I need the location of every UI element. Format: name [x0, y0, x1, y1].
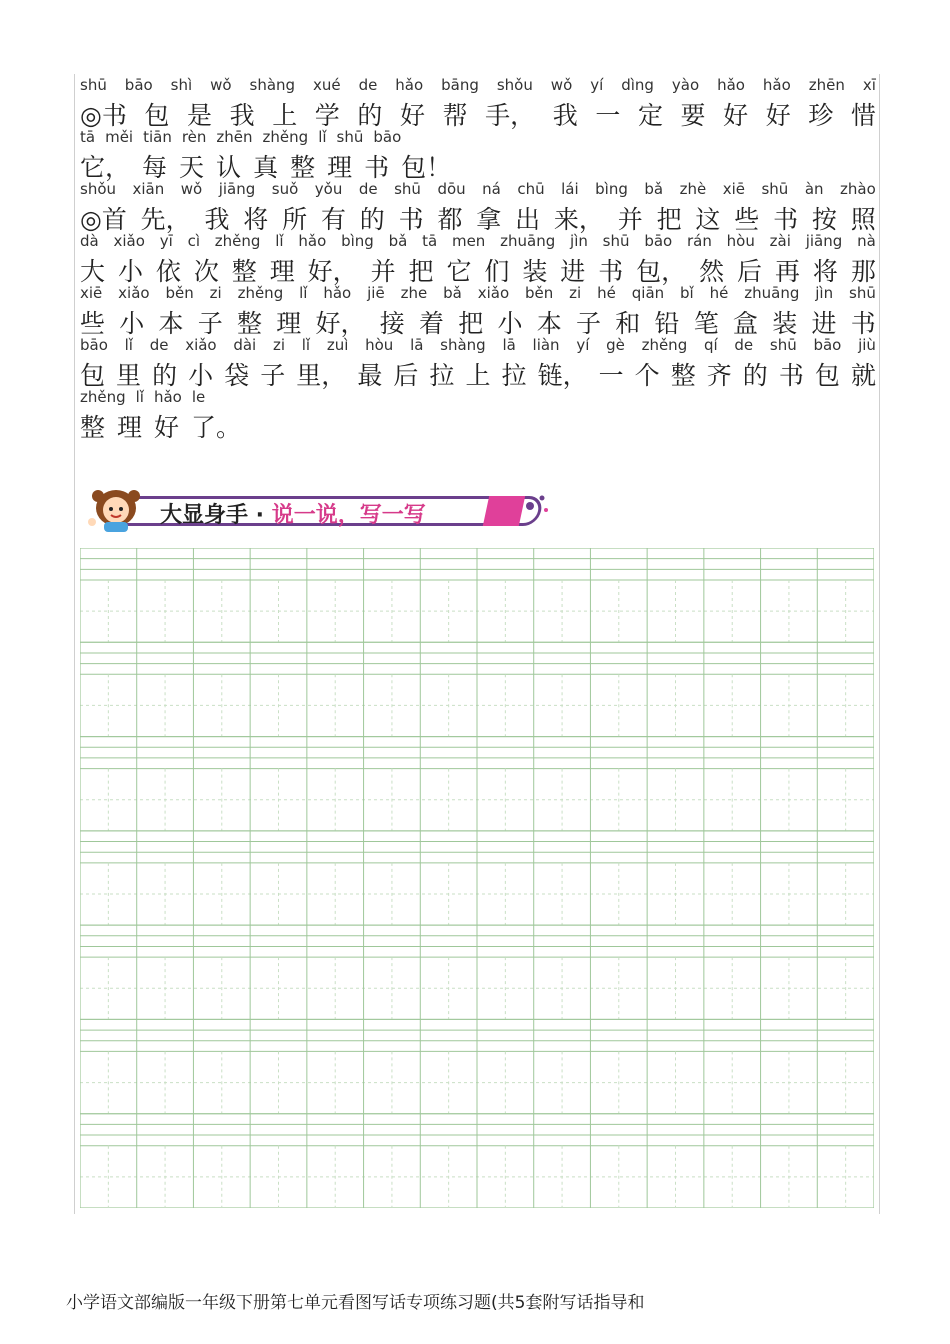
hanzi-character: 依 — [155, 257, 181, 286]
hanzi-line — [80, 304, 876, 338]
pinyin-line — [80, 284, 876, 304]
hanzi-character: 好 — [765, 101, 791, 130]
pinyin-syllable: de — [358, 180, 378, 198]
pinyin-syllable: bāng — [441, 76, 479, 94]
pinyin-syllable: dìng — [621, 76, 654, 94]
pinyin-syllable: ná — [482, 180, 501, 198]
pinyin-syllable: shū — [849, 284, 876, 302]
pinyin-syllable: rán — [687, 232, 712, 250]
pinyin-line — [80, 232, 876, 252]
writing-grid[interactable] — [80, 548, 874, 1208]
pinyin-syllable: xī — [862, 76, 876, 94]
hanzi-character: 了。 — [191, 413, 242, 442]
pinyin-syllable: lǐ — [318, 128, 327, 146]
pinyin-syllable: chū — [517, 180, 545, 198]
hanzi-character: 我 — [229, 101, 255, 130]
pinyin-syllable: zi — [272, 336, 286, 354]
pinyin-syllable: lái — [561, 180, 579, 198]
pinyin-syllable: hǎo — [153, 388, 182, 406]
pinyin-syllable: shū — [602, 232, 630, 250]
pinyin-syllable: hé — [597, 284, 616, 302]
hanzi-character: 好 — [723, 101, 749, 130]
pinyin-syllable: dài — [233, 336, 257, 354]
hanzi-character: 一 — [598, 361, 624, 390]
hanzi-character: 进 — [560, 257, 586, 286]
girl-mascot-icon — [86, 486, 150, 532]
hanzi-character: 接 — [379, 309, 405, 338]
banner-title-main: 大显身手 · — [160, 503, 272, 528]
pinyin-syllable: xiē — [722, 180, 745, 198]
pinyin-syllable: bāo — [373, 128, 402, 146]
pinyin-syllable: hòu — [365, 336, 394, 354]
hanzi-character: 将 — [812, 257, 838, 286]
pinyin-syllable: jiāng — [805, 232, 843, 250]
pinyin-syllable: běn — [525, 284, 554, 302]
pinyin-syllable: zhěng — [214, 232, 261, 250]
pinyin-syllable: jìn — [570, 232, 588, 250]
hanzi-character: 并 — [617, 205, 643, 234]
hanzi-character: 把 — [458, 309, 484, 338]
pinyin-syllable: shū — [336, 128, 364, 146]
pinyin-syllable: bǎ — [443, 284, 462, 302]
hanzi-character: 些 — [734, 205, 760, 234]
pinyin-syllable: de — [734, 336, 754, 354]
hanzi-character: 后 — [393, 361, 419, 390]
hanzi-character: 真 — [253, 153, 279, 182]
pinyin-syllable: zi — [569, 284, 582, 302]
hanzi-character: 每 — [142, 153, 168, 182]
pinyin-syllable: xiǎo — [118, 284, 150, 302]
hanzi-character: 上 — [272, 101, 298, 130]
hanzi-character: 我 — [552, 101, 578, 130]
hanzi-character: 本 — [536, 309, 562, 338]
pinyin-syllable: lǐ — [301, 336, 311, 354]
pinyin-syllable: jiāng — [218, 180, 256, 198]
hanzi-character: 个 — [634, 361, 660, 390]
pinyin-syllable: shū — [769, 336, 797, 354]
pinyin-syllable: yí — [590, 76, 604, 94]
pinyin-syllable: xiǎo — [477, 284, 510, 302]
pinyin-syllable: men — [451, 232, 486, 250]
pinyin-syllable: bǐ — [680, 284, 694, 302]
hanzi-character: ◎书 — [80, 101, 127, 130]
hanzi-character: 理 — [269, 257, 295, 286]
pinyin-syllable: wǒ — [180, 180, 203, 198]
hanzi-line — [80, 96, 876, 130]
pinyin-syllable: bǎ — [388, 232, 408, 250]
pinyin-syllable: hǎo — [717, 76, 745, 94]
hanzi-line — [80, 148, 460, 182]
pinyin-syllable: hǎo — [298, 232, 327, 250]
pinyin-syllable: zhe — [400, 284, 428, 302]
pinyin-syllable: hǎo — [762, 76, 791, 94]
hanzi-character: 书 — [778, 361, 804, 390]
hanzi-character: 拿 — [476, 205, 502, 234]
hanzi-character: 好 — [399, 101, 425, 130]
hanzi-character: 有 — [320, 205, 346, 234]
pinyin-syllable: bāo — [80, 336, 108, 354]
pinyin-syllable: lǐ — [124, 336, 133, 354]
hanzi-character: 子 — [576, 309, 602, 338]
hanzi-character: 好 — [154, 413, 180, 442]
pinyin-syllable: jìn — [815, 284, 834, 302]
hanzi-character: 包， — [636, 257, 687, 286]
pinyin-syllable: rèn — [181, 128, 207, 146]
hanzi-character: 天 — [179, 153, 205, 182]
pinyin-syllable: shǒu — [496, 76, 533, 94]
pinyin-syllable: lǐ — [275, 232, 284, 250]
pinyin-syllable: shū — [394, 180, 421, 198]
pinyin-syllable: xiān — [132, 180, 165, 198]
hanzi-character: 理 — [276, 309, 302, 338]
hanzi-character: 整 — [231, 257, 257, 286]
hanzi-character: 就 — [850, 361, 876, 390]
pinyin-syllable: zhuāng — [744, 284, 800, 302]
hanzi-character: 整 — [237, 309, 263, 338]
hanzi-character: 把 — [408, 257, 434, 286]
pinyin-syllable: yī — [159, 232, 173, 250]
pinyin-syllable: dōu — [437, 180, 466, 198]
hanzi-character: 整 — [80, 413, 106, 442]
pinyin-line — [80, 336, 876, 356]
hanzi-character: 和 — [615, 309, 641, 338]
hanzi-character: 的 — [357, 101, 383, 130]
pinyin-syllable: tā — [422, 232, 438, 250]
pinyin-syllable: shì — [170, 76, 193, 94]
hanzi-character: 一 — [595, 101, 621, 130]
pinyin-syllable: de — [358, 76, 378, 94]
hanzi-character: 惜 — [850, 101, 876, 130]
pinyin-syllable: xiǎo — [113, 232, 145, 250]
pinyin-syllable: bāo — [813, 336, 842, 354]
pinyin-syllable: yào — [671, 76, 700, 94]
hanzi-line — [80, 200, 876, 234]
hanzi-character: 书 — [850, 309, 876, 338]
pinyin-line — [80, 76, 876, 96]
hanzi-character: 次 — [193, 257, 219, 286]
hanzi-character: 的 — [359, 205, 385, 234]
hanzi-character: 小 — [117, 257, 143, 286]
pinyin-syllable: lā — [502, 336, 516, 354]
hanzi-character: 些 — [80, 309, 106, 338]
hanzi-character: 理 — [117, 413, 143, 442]
pinyin-syllable: zhěng — [641, 336, 688, 354]
pinyin-syllable: suǒ — [271, 180, 299, 198]
hanzi-character: 着 — [419, 309, 445, 338]
hanzi-character: 书 — [773, 205, 799, 234]
pinyin-syllable: shàng — [249, 76, 296, 94]
hanzi-character: 的 — [152, 361, 178, 390]
hanzi-character: 来， — [553, 205, 604, 234]
banner-accent — [483, 496, 525, 526]
pinyin-syllable: hǎo — [323, 284, 352, 302]
hanzi-line — [80, 356, 876, 390]
pinyin-syllable: le — [191, 388, 206, 406]
hanzi-character: 好， — [315, 309, 366, 338]
pinyin-syllable: zuì — [326, 336, 349, 354]
hanzi-character: 把 — [656, 205, 682, 234]
hanzi-character: 包！ — [401, 153, 452, 182]
pinyin-syllable: zhēn — [808, 76, 845, 94]
pinyin-syllable: qí — [703, 336, 718, 354]
hanzi-character: 珍 — [808, 101, 834, 130]
hanzi-character: 帮 — [442, 101, 468, 130]
hanzi-character: 再 — [774, 257, 800, 286]
pinyin-line — [80, 128, 440, 148]
decor-dots-icon — [522, 490, 552, 520]
pinyin-syllable: zhěng — [237, 284, 284, 302]
hanzi-character: 齐 — [706, 361, 732, 390]
hanzi-character: 是 — [187, 101, 213, 130]
pinyin-syllable: qiān — [631, 284, 665, 302]
pinyin-syllable: shū — [761, 180, 789, 198]
banner-title — [160, 498, 426, 529]
pinyin-syllable: gè — [606, 336, 625, 354]
pinyin-syllable: hǎo — [395, 76, 424, 94]
hanzi-character: 包 — [814, 361, 840, 390]
pinyin-syllable: shàng — [440, 336, 486, 354]
pinyin-syllable: zài — [769, 232, 791, 250]
hanzi-character: 理 — [327, 153, 353, 182]
pinyin-syllable: měi — [105, 128, 134, 146]
hanzi-character: 书 — [398, 205, 424, 234]
banner-title-highlight: 说一说，写一写 — [271, 503, 426, 528]
pinyin-syllable: yí — [576, 336, 590, 354]
hanzi-character: 装 — [522, 257, 548, 286]
hanzi-character: 最 — [357, 361, 383, 390]
pinyin-syllable: bǎ — [644, 180, 664, 198]
hanzi-character: 整 — [290, 153, 316, 182]
pinyin-syllable: shǒu — [80, 180, 117, 198]
hanzi-character: 定 — [637, 101, 663, 130]
hanzi-character: 它 — [446, 257, 472, 286]
pinyin-syllable: liàn — [532, 336, 560, 354]
hanzi-character: ◎首 — [80, 205, 127, 234]
hanzi-character: 手， — [485, 101, 536, 130]
pinyin-syllable: de — [149, 336, 169, 354]
hanzi-line — [80, 252, 876, 286]
hanzi-character: 笔 — [693, 309, 719, 338]
pinyin-line — [80, 388, 230, 408]
pinyin-syllable: běn — [165, 284, 194, 302]
pinyin-syllable: nà — [857, 232, 876, 250]
pinyin-syllable: àn — [804, 180, 824, 198]
hanzi-character: 这 — [695, 205, 721, 234]
pinyin-syllable: xiǎo — [185, 336, 217, 354]
hanzi-character: 然 — [699, 257, 725, 286]
pinyin-syllable: bìng — [595, 180, 628, 198]
hanzi-character: 子 — [260, 361, 286, 390]
hanzi-character: 整 — [670, 361, 696, 390]
pinyin-syllable: zhè — [679, 180, 707, 198]
footer-caption: 小学语文部编版一年级下册第七单元看图写话专项练习题(共5套附写话指导和 — [66, 1293, 645, 1313]
hanzi-character: 拉 — [501, 361, 527, 390]
hanzi-character: 好， — [307, 257, 358, 286]
hanzi-character: 小 — [497, 309, 523, 338]
hanzi-character: 包 — [80, 361, 106, 390]
pinyin-syllable: dà — [80, 232, 99, 250]
pinyin-syllable: jiē — [367, 284, 385, 302]
hanzi-character: 小 — [119, 309, 145, 338]
hanzi-character: 铅 — [654, 309, 680, 338]
pinyin-syllable: zhěng — [80, 388, 126, 406]
pinyin-syllable: hòu — [726, 232, 755, 250]
hanzi-character: 拉 — [429, 361, 455, 390]
hanzi-character: 那 — [850, 257, 876, 286]
hanzi-character: 进 — [811, 309, 837, 338]
hanzi-character: 的 — [742, 361, 768, 390]
pinyin-syllable: bāo — [644, 232, 673, 250]
pinyin-syllable: lǐ — [135, 388, 144, 406]
pinyin-syllable: zhēn — [216, 128, 253, 146]
hanzi-character: 将 — [243, 205, 269, 234]
hanzi-character: 链， — [537, 361, 588, 390]
pinyin-syllable: xué — [313, 76, 341, 94]
hanzi-character: 子 — [197, 309, 223, 338]
hanzi-character: 它， — [80, 153, 131, 182]
hanzi-character: 照 — [850, 205, 876, 234]
pinyin-syllable: bìng — [341, 232, 374, 250]
pinyin-syllable: zhuāng — [500, 232, 556, 250]
hanzi-line — [80, 408, 250, 442]
pinyin-syllable: cì — [187, 232, 200, 250]
hanzi-character: 装 — [772, 309, 798, 338]
pinyin-syllable: yǒu — [314, 180, 343, 198]
hanzi-character: 包 — [144, 101, 170, 130]
pinyin-syllable: shū — [80, 76, 107, 94]
pinyin-syllable: wǒ — [550, 76, 573, 94]
hanzi-character: 小 — [188, 361, 214, 390]
hanzi-character: 按 — [811, 205, 837, 234]
hanzi-character: 袋 — [224, 361, 250, 390]
hanzi-character: 都 — [437, 205, 463, 234]
hanzi-character: 们 — [484, 257, 510, 286]
pinyin-syllable: bāo — [124, 76, 153, 94]
pinyin-syllable: zi — [209, 284, 222, 302]
hanzi-character: 盒 — [733, 309, 759, 338]
pinyin-syllable: hé — [709, 284, 729, 302]
pinyin-syllable: zhěng — [262, 128, 309, 146]
hanzi-character: 本 — [158, 309, 184, 338]
hanzi-character: 要 — [680, 101, 706, 130]
hanzi-character: 书 — [598, 257, 624, 286]
hanzi-character: 出 — [515, 205, 541, 234]
pinyin-syllable: tā — [80, 128, 96, 146]
pinyin-syllable: zhào — [840, 180, 876, 198]
hanzi-character: 并 — [370, 257, 396, 286]
pinyin-syllable: xiē — [80, 284, 103, 302]
hanzi-character: 里 — [116, 361, 142, 390]
hanzi-character: 大 — [80, 257, 106, 286]
pinyin-syllable: wǒ — [210, 76, 232, 94]
pinyin-syllable: lǐ — [299, 284, 308, 302]
hanzi-character: 我 — [204, 205, 230, 234]
pinyin-syllable: lā — [410, 336, 424, 354]
hanzi-character: 先， — [140, 205, 191, 234]
hanzi-character: 里， — [296, 361, 347, 390]
hanzi-character: 所 — [282, 205, 308, 234]
pinyin-syllable: tiān — [143, 128, 172, 146]
section-banner — [86, 486, 556, 532]
hanzi-character: 后 — [737, 257, 763, 286]
hanzi-character: 学 — [314, 101, 340, 130]
hanzi-character: 上 — [465, 361, 491, 390]
pinyin-syllable: jiù — [858, 336, 876, 354]
hanzi-character: 书 — [364, 153, 390, 182]
pinyin-line — [80, 180, 876, 200]
hanzi-character: 认 — [216, 153, 242, 182]
